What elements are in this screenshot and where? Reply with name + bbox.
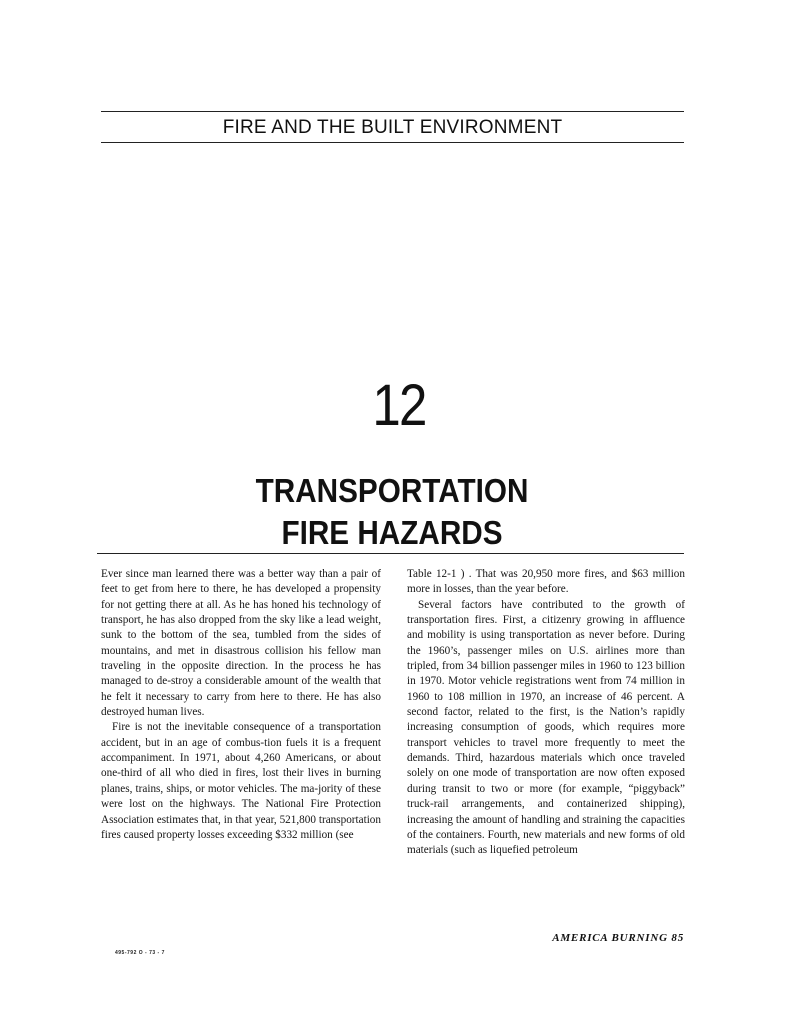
body-paragraph: Table 12-1 ) . That was 20,950 more fires, and $63 million more in losses, than the year before. <box>407 568 685 596</box>
chapter-number: 12 <box>372 373 426 438</box>
chapter-title-rule <box>97 553 684 554</box>
body-paragraph: Fire is not the inevitable consequence of a transportation accident, but in an age of combus-tion fuels it is a frequent accompaniment. In 1971, about 4,260 Americans, or about one-third of all who died in fires, lost their lives in burning planes, trains, ships, or motor vehicles. The ma-jority of these were lost on the highways. The National Fire Protection Association estimates that, in that year, 521,800 transportation fires caused property losses exceeding $332 million (see <box>101 721 381 841</box>
body-paragraph: Several factors have contributed to the growth of transportation fires. First, a citizenry growing in affluence and mobility is using transportation as never before. During the 1960’s, passenger miles on U.S. airlines more than tripled, from 34 billion passenger miles in 1960 to 123 billion in 1970. Motor vehicle registrations went from 74 million in 1960 to 108 million in 1970, an increase of 46 percent. A second factor, related to the first, is the Nation’s rapidly increasing consumption of goods, which requires more transport vehicles to travel more frequently to meet the demands. Third, hazardous materials which once traveled solely on one mode of transportation are now often exposed during transit to two or more (for example, “piggyback” truck-rail arrangements, and containerized shipping), increasing the amount of handling and straining the capacities of the containers. Fourth, new materials and new forms of old materials (such as liquefied petroleum <box>407 598 685 857</box>
body-column-right <box>407 567 685 859</box>
body-column-left <box>101 567 381 843</box>
printer-code: 495-792 O - 73 - 7 <box>115 950 165 956</box>
body-paragraph: Ever since man learned there was a better way than a pair of feet to get from here to there, he has developed a propensity for not getting there at all. As he has honed his technology of transport, he has also dropped from the sky like a lead weight, sunk to the bottom of the sea, tumbled from the sides of mountains, and met in disastrous collision his fellow man traveling in the opposite direction. In the process he has managed to de-stroy a considerable amount of the wealth that he felt it necessary to carry from here to there. He has also destroyed human lives. <box>101 568 381 719</box>
chapter-title-line-1: TRANSPORTATION <box>255 472 529 509</box>
running-header-title: FIRE AND THE BUILT ENVIRONMENT <box>222 117 563 138</box>
header-top-rule <box>101 111 684 112</box>
chapter-title <box>39 470 745 554</box>
chapter-title-line-2: FIRE HAZARDS <box>281 514 503 551</box>
header-bottom-rule <box>101 142 684 143</box>
page-footer-folio: AMERICA BURNING 85 <box>552 932 684 944</box>
